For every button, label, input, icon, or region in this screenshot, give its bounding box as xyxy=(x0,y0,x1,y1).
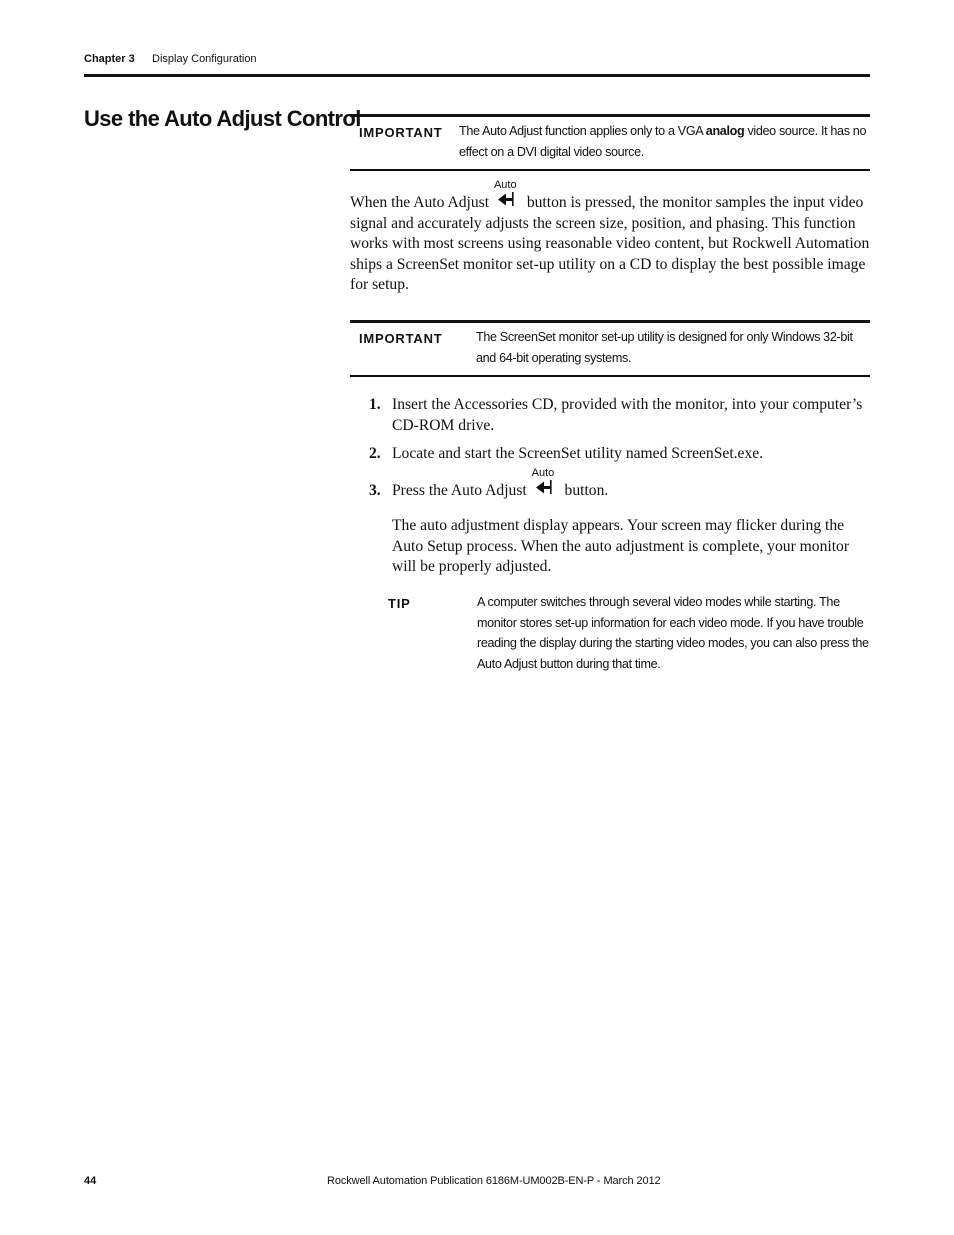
chapter-title: Display Configuration xyxy=(152,53,257,65)
intro-text-end: button is pressed, the monitor samples the input video signal and accurately adjusts the screen size, position, and phasing. This function works with most screens using reasonable video content, but Rockwell Automation ships a ScreenSet monitor set-up utility on a CD to display the best possible image for setup. xyxy=(350,194,870,293)
auto-icon-label: Auto xyxy=(531,467,555,479)
header-divider xyxy=(84,74,870,77)
step-number: 2. xyxy=(369,445,381,462)
step-number: 3. xyxy=(369,482,381,499)
important-text-bold: analog xyxy=(705,124,745,138)
enter-arrow-icon xyxy=(535,479,557,495)
auto-icon-label: Auto xyxy=(493,179,517,191)
publication-info: Rockwell Automation Publication 6186M-UM002B-EN-P - March 2012 xyxy=(327,1175,661,1187)
tip-label: TIP xyxy=(388,596,411,611)
step-text: Locate and start the ScreenSet utility named ScreenSet.exe. xyxy=(392,445,764,462)
important-text-end: video source. It has no effect on a DVI digital video source. xyxy=(459,124,867,159)
enter-arrow-icon xyxy=(497,191,519,207)
step-number: 1. xyxy=(369,396,381,413)
page-number: 44 xyxy=(84,1175,97,1187)
step-text-start: Press the Auto Adjust xyxy=(392,482,531,499)
important-label: IMPORTANT xyxy=(359,331,443,346)
important-text: The ScreenSet monitor set-up utility is designed for only Windows 32-bit and 64-bit operating systems. xyxy=(476,330,853,365)
important-note-analog xyxy=(350,114,870,171)
section-title: Use the Auto Adjust Control xyxy=(84,106,361,131)
important-label: IMPORTANT xyxy=(359,125,443,140)
step-text: Insert the Accessories CD, provided with the monitor, into your computer’s CD-ROM drive. xyxy=(392,396,863,434)
step-result-paragraph: The auto adjustment display appears. Your screen may flicker during the Auto Setup process. When the auto adjustment is complete, your monitor will be properly adjusted. xyxy=(392,517,850,575)
auto-adjust-button-icon xyxy=(493,179,523,207)
step-text-end: button. xyxy=(560,482,609,499)
tip-text: A computer switches through several video modes while starting. The monitor stores set-up information for each video mode. If you have trouble reading the display during the starting video modes, you can also press the Auto Adjust button during that time. xyxy=(477,595,869,671)
auto-adjust-button-icon xyxy=(531,467,561,495)
step-text xyxy=(392,467,870,502)
important-text xyxy=(459,121,871,162)
intro-text-start: When the Auto Adjust xyxy=(350,194,493,211)
chapter-label: Chapter 3 xyxy=(84,53,135,65)
intro-paragraph xyxy=(350,179,872,296)
important-text-start: The Auto Adjust function applies only to a VGA xyxy=(459,124,706,138)
important-note-windows xyxy=(350,320,870,377)
running-header xyxy=(84,53,257,65)
